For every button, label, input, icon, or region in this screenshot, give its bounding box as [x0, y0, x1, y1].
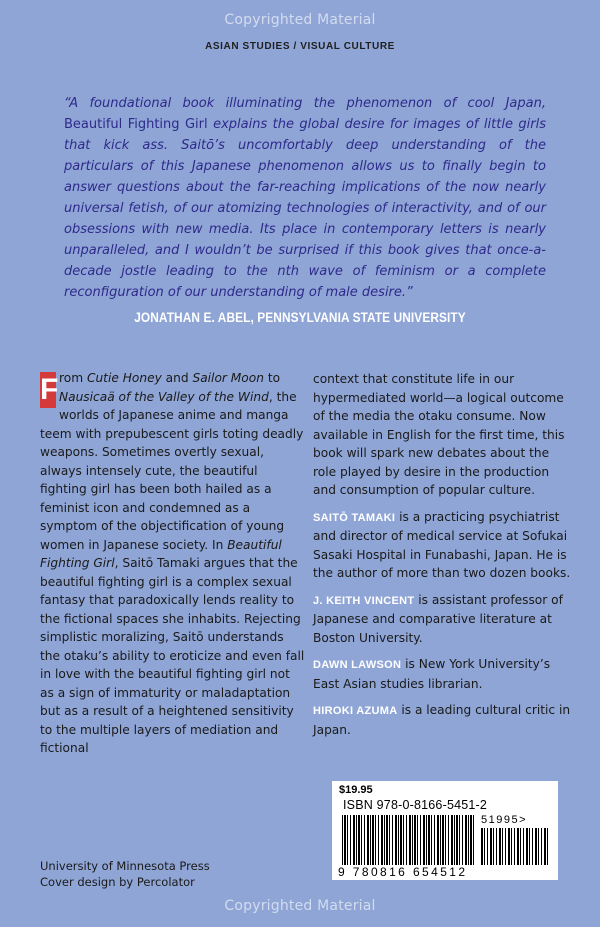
bio-text: is a leading cultural critic in Japan. [313, 703, 571, 737]
desc-title-beautiful-fighting-girl: Beautiful Fighting Girl [40, 537, 282, 570]
publisher-credits [40, 858, 210, 890]
bio-saito-tamaki [313, 508, 571, 583]
category-label: ASIAN STUDIES / VISUAL CULTURE [205, 41, 395, 52]
watermark-bottom: Copyrighted Material [224, 898, 376, 914]
quote-text-part2: explains the global desire for images of little girls that kick ass. Saitō’s uncomfortably deep understanding of the particulars of this Japanese phenomenon allows us to finally begin to answer questions about the far-reaching implications of the now nearly universal fetish, of our atomizing technologies of interactivity, and of our obsessions with new media. Its place in contemporary letters is nearly unparalleled, and I wouldn’t be surprised if this book gives that once-a-decade jostle leading to the nth wave of feminism or a complete reconfiguration of our understanding of male desire.” [64, 117, 546, 300]
desc-text-3: to [263, 371, 281, 385]
bio-name: SAITŌ TAMAKI [313, 511, 396, 524]
bio-name: J. KEITH VINCENT [313, 594, 415, 607]
description-column-right [313, 370, 571, 739]
endorsement-quote [64, 93, 546, 303]
price-addon-number: 51995> [481, 814, 528, 826]
quote-book-title: Beautiful Fighting Girl [64, 117, 208, 132]
desc-title-sailor-moon: Sailor Moon [192, 371, 264, 385]
barcode-box [332, 781, 558, 880]
desc-text-5: , Saitō Tamaki argues that the beautiful fighting girl is a complex sexual fantasy that paradoxically lends reality to the fictional spaces she inhabits. Rejecting simplistic moralizing, Saitō understands the otaku’s ability to eroticize and even fall in love with the beautiful fighting girl not as a sign of immaturity or maladaptation but as a result of a heightened sensitivity to the multiple layers of mediation and fictional [40, 556, 305, 755]
desc-text-1: rom [59, 371, 87, 385]
publisher-name: University of Minnesota Press [40, 859, 210, 873]
bio-j-keith-vincent [313, 591, 571, 648]
desc-text-4: , the worlds of Japanese anime and manga teem with prepubescent girls toting deadly weapons. Sometimes overtly sexual, always intensely cute, the beautiful fighting girl has been both hailed as a feminist icon and condemned as a symptom of the objectification of young women in Japanese society. In [40, 389, 304, 552]
bio-text: is assistant professor of Japanese and comparative literature at Boston University. [313, 592, 563, 645]
bio-name: DAWN LAWSON [313, 659, 402, 671]
cover-design-credit: Cover design by Percolator [40, 875, 195, 889]
desc-title-cutie-honey: Cutie Honey [86, 371, 162, 385]
desc-title-nausicaa: Nausicaä of the Valley of the Wind [59, 389, 269, 404]
ean-number: 9 780816 654512 [338, 865, 468, 879]
drop-cap: F [40, 373, 59, 406]
bio-hiroki-azuma [313, 701, 571, 739]
description-paragraph [40, 369, 306, 758]
bio-dawn-lawson [313, 655, 571, 693]
price-label: $19.95 [339, 784, 373, 796]
description-column-left [40, 369, 306, 758]
bio-text: is a practicing psychiatrist and director of medical service at Sofukai Sasaki Hospital in Funabashi, Japan. He is the author of more than two dozen books. [313, 509, 571, 580]
bio-name: HIROKI AZUMA [313, 705, 398, 717]
quote-attribution: JONATHAN E. ABEL, PENNSYLVANIA STATE UNIVERSITY [134, 310, 466, 325]
quote-text-part1: “A foundational book illuminating the phenomenon of cool Japan, [64, 96, 546, 111]
description-continued: context that constitute life in our hypermediated world—a logical outcome of the media the otaku consume. Now available in English for the first time, this book will spark new debates about the role played by desire in the production and consumption of popular culture. [313, 372, 565, 497]
watermark-top: Copyrighted Material [224, 12, 376, 28]
isbn-label: ISBN 978-0-8166-5451-2 [343, 798, 488, 812]
desc-text-2: and [161, 371, 193, 385]
ean-barcode [342, 815, 474, 865]
addon-barcode [481, 828, 549, 865]
bio-text: is New York University’s East Asian studies librarian. [313, 657, 551, 691]
